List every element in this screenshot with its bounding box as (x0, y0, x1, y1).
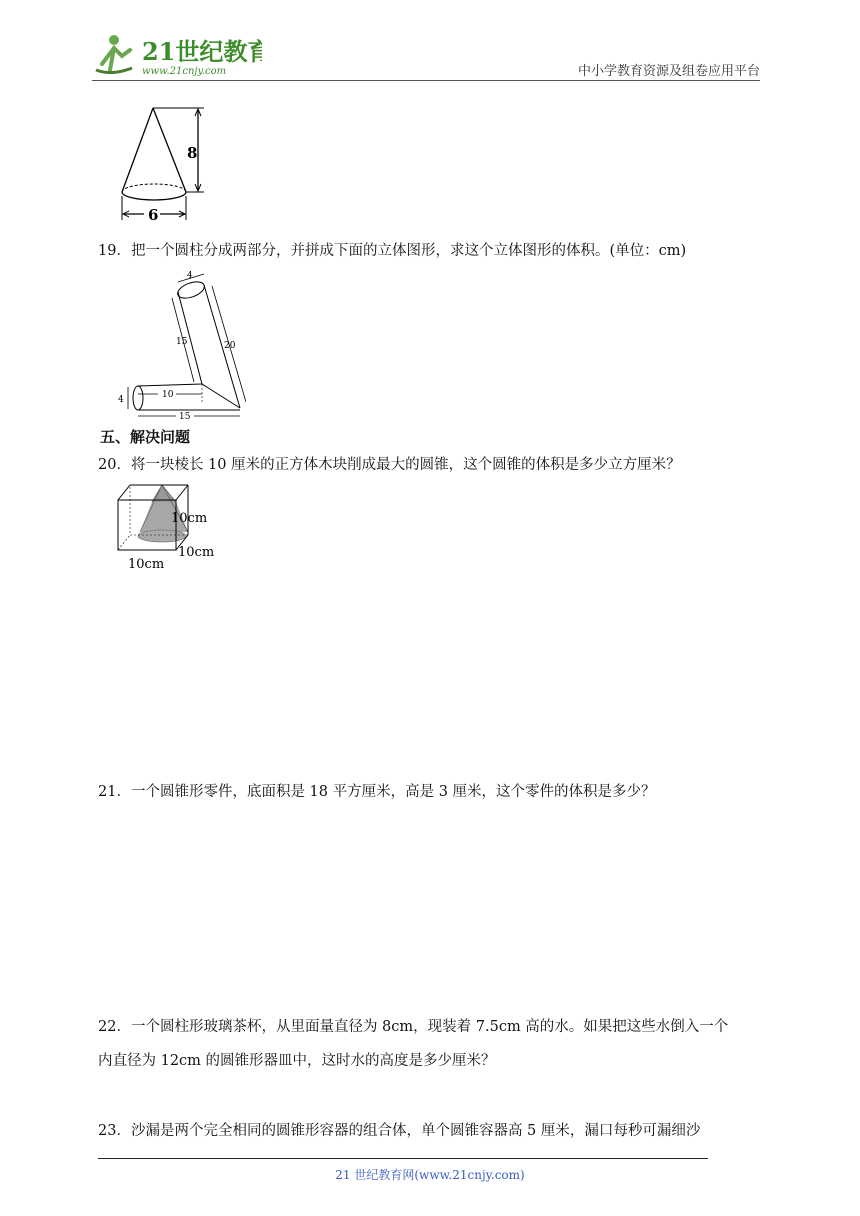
cone-figure (110, 104, 220, 228)
base-diameter-label: 4 (118, 395, 124, 405)
footer-divider (98, 1158, 708, 1159)
header-divider (92, 80, 760, 81)
right-length-label: 20 (224, 341, 236, 351)
left-length-label: 15 (176, 337, 188, 347)
cone-height-label: 8 (187, 144, 198, 162)
inner-length-label: 10 (162, 390, 174, 400)
cube-depth-label: 10cm (178, 545, 215, 560)
question-20: 20．将一块棱长 10 厘米的正方体木块削成最大的圆锥，这个圆锥的体积是多少立方厘米？ (98, 457, 681, 473)
footer-link[interactable]: 21 世纪教育网(www.21cnjy.com) (335, 1168, 525, 1182)
question-23-line1: 23．沙漏是两个完全相同的圆锥形容器的组合体，单个圆锥容器高 5 厘米，漏口每秒可漏细沙 (98, 1123, 701, 1139)
cylinder-composite-figure (116, 270, 246, 424)
question-21: 21．一个圆锥形零件，底面积是 18 平方厘米，高是 3 厘米，这个零件的体积是多少？ (98, 784, 656, 800)
total-length-label: 15 (179, 412, 191, 420)
cone-diameter-label: 6 (148, 206, 159, 224)
question-22-line1: 22．一个圆柱形玻璃茶杯，从里面量直径为 8cm，现装着 7.5cm 高的水。如果把这些水倒入一个 (98, 1019, 729, 1035)
runner-logo-icon (92, 30, 262, 82)
cube-height-label: 10cm (171, 511, 208, 526)
section-title: 五、解决问题 (100, 428, 191, 446)
cube-cone-figure (110, 480, 220, 576)
logo-main-text: 21世纪教育 (142, 37, 262, 66)
question-19: 19．把一个圆柱分成两部分，并拼成下面的立体图形，求这个立体图形的体积。(单位：cm) (98, 243, 687, 259)
site-logo (92, 30, 262, 82)
platform-name: 中小学教育资源及组卷应用平台 (577, 64, 760, 79)
question-22-line2: 内直径为 12cm 的圆锥形器皿中，这时水的高度是多少厘米？ (98, 1053, 496, 1069)
top-diameter-label: 4 (187, 271, 193, 281)
cube-width-label: 10cm (128, 557, 165, 572)
logo-url-text: www.21cnjy.com (142, 66, 227, 77)
